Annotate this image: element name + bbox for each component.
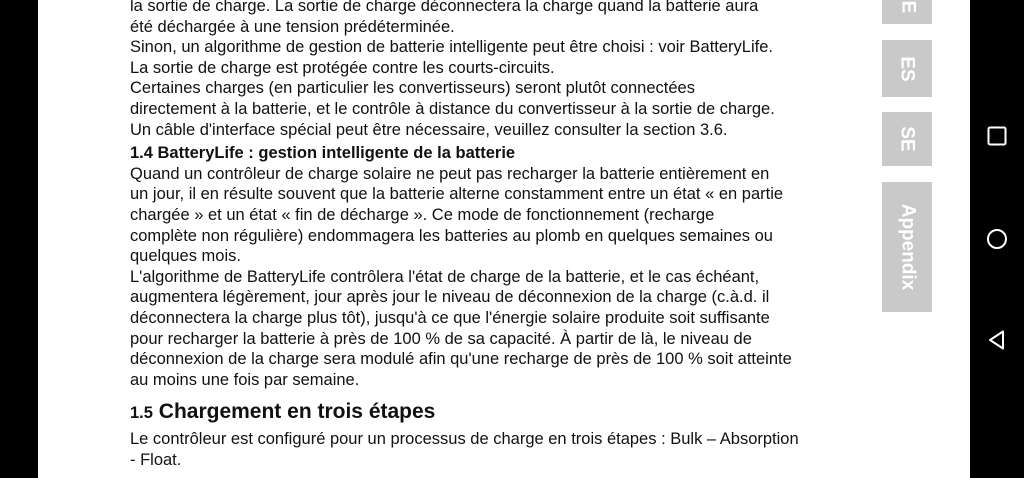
document-page — [38, 0, 970, 478]
tab-se[interactable] — [882, 112, 932, 166]
tab-e-label: E — [897, 0, 918, 14]
tab-appendix-label: Appendix — [897, 203, 918, 291]
section-1-4-heading: 1.4 BatteryLife : gestion intelligente de la batterie — [130, 144, 516, 163]
tab-appendix[interactable] — [882, 182, 932, 312]
text-line: augmentera légèrement, jour après jour le niveau de déconnexion de la charge (c.à.d. il — [130, 288, 770, 307]
android-navigation-bar — [970, 0, 1024, 478]
text-line: déconnectera la charge plus tôt), jusqu'à ce que l'énergie solaire produite soit suffisante — [130, 308, 770, 327]
text-line: Un câble d'interface spécial peut être nécessaire, veuillez consulter la section 3.6. — [130, 120, 728, 139]
text-line: Quand un contrôleur de charge solaire ne peut pas recharger la batterie entièrement en — [130, 164, 770, 183]
text-line: Le contrôleur est configuré pour un processus de charge en trois étapes : Bulk – Absorption — [130, 430, 799, 449]
text-line: Certaines charges (en particulier les convertisseurs) seront plutôt connectées — [130, 79, 695, 98]
text-line: été déchargée à une tension prédéterminée. — [130, 17, 455, 36]
tab-es-label: ES — [896, 55, 918, 82]
square-icon — [985, 124, 1009, 148]
document-text — [130, 0, 875, 470]
recent-apps-button[interactable] — [985, 124, 1009, 148]
back-triangle-icon — [985, 328, 1009, 352]
text-line: quelques mois. — [130, 247, 241, 266]
text-line: au moins une fois par semaine. — [130, 370, 360, 389]
circle-icon — [985, 227, 1009, 251]
text-line: complète non régulière) endommagera les batteries au plomb en quelques semaines ou — [130, 226, 773, 245]
language-tabs — [882, 0, 932, 478]
text-line: pour recharger la batterie à près de 100 % de sa capacité. À partir de là, le niveau de — [130, 329, 752, 348]
home-button[interactable] — [985, 227, 1009, 251]
text-line: Sinon, un algorithme de gestion de batterie intelligente peut être choisi : voir BatteryLife. — [130, 38, 773, 57]
tab-e[interactable] — [882, 0, 932, 24]
tab-es[interactable] — [882, 40, 932, 97]
text-line: chargée » et un état « fin de décharge ». Ce mode de fonctionnement (recharge — [130, 205, 715, 224]
text-line: L'algorithme de BatteryLife contrôlera l'état de charge de la batterie, et le cas échéant, — [130, 267, 760, 286]
text-line: La sortie de charge est protégée contre les courts-circuits. — [130, 58, 555, 77]
section-1-5-heading — [130, 399, 875, 426]
text-line: directement à la batterie, et le contrôle à distance du convertisseur à la sortie de charge. — [130, 99, 775, 118]
tab-se-label: SE — [896, 126, 918, 152]
paragraph-load-output — [130, 0, 875, 140]
text-line: un jour, il en résulte souvent que la batterie alterne constamment entre un état « en partie — [130, 185, 784, 204]
text-line: la sortie de charge. La sortie de charge déconnectera la charge quand la batterie aura — [130, 0, 759, 15]
paragraph-batterylife — [130, 164, 875, 391]
back-button[interactable] — [985, 328, 1009, 352]
paragraph-three-stage — [130, 429, 875, 470]
text-line: - Float. — [130, 450, 182, 469]
section-1-5-number: 1.5 — [130, 404, 153, 423]
section-1-5-title: Chargement en trois étapes — [158, 400, 436, 424]
text-line: déconnexion de la charge sera modulé afin qu'une recharge de près de 100 % soit atteinte — [130, 350, 792, 369]
